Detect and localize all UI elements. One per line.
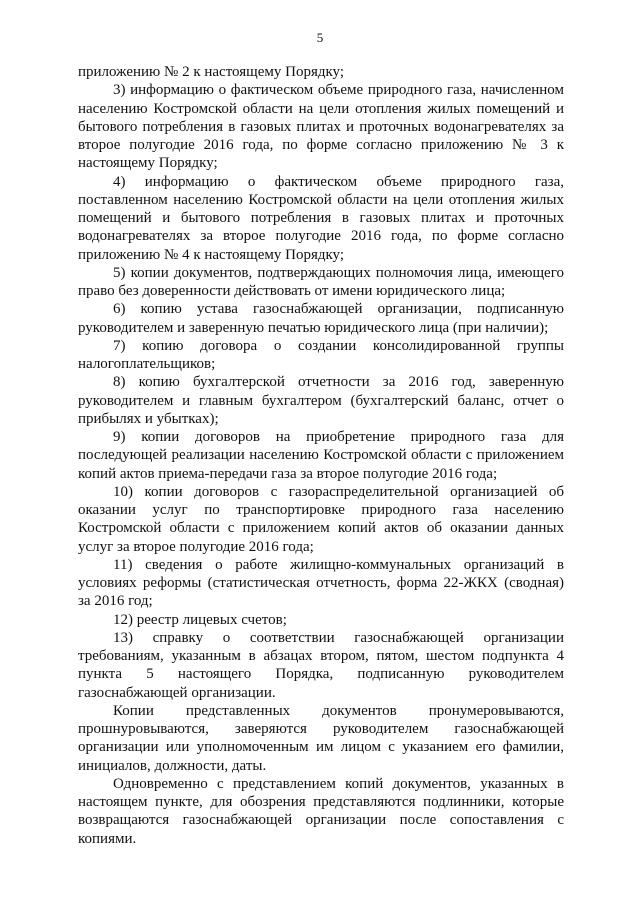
paragraph-originals-review: Одновременно с представлением копий документов, указанных в настоящем пункте, для обозрения представляются подлинники, которые возвращаются газоснабжающей организации после сопоставления с копиями. [78, 775, 564, 847]
list-item-5: 5) копии документов, подтверждающих полномочия лица, имеющего право без доверенности действовать от имени юридического лица; [78, 264, 564, 299]
list-item-10: 10) копии договоров с газораспределительной организацией об оказании услуг по транспортировке природного газа населению Костромской области с приложением копий актов об оказании данных услуг за второе полугодие 2016 года; [78, 483, 564, 555]
page-number: 5 [316, 30, 324, 45]
list-item-12: 12) реестр лицевых счетов; [113, 611, 287, 628]
paragraph-continuation: приложению № 2 к настоящему Порядку; [78, 64, 345, 80]
document-body [78, 63, 564, 848]
list-item-7: 7) копию договора о создании консолидированной группы налогоплательщиков; [78, 337, 564, 372]
list-item-4: 4) информацию о фактическом объеме природного газа, поставленном населению Костромской области на цели отопления жилых помещений и бытового потребления в газовых плитах и проточных водонагревателях за второе полугодие 2016 года, по форме согласно приложению № 4 к настоящему Порядку; [78, 173, 564, 263]
list-item-3: 3) информацию о фактическом объеме природного газа, начисленном населению Костромской области на цели отопления жилых помещений и бытового потребления в газовых плитах и проточных водонагревателях за второе полугодие 2016 года, по форме согласно приложению № 3 к настоящему Порядку; [78, 82, 564, 172]
paragraph-copies-certification: Копии представленных документов пронумеровываются, прошнуровываются, заверяются руководителем газоснабжающей организации или уполномоченным им лицом с указанием его фамилии, инициалов, должности, даты. [78, 702, 564, 774]
list-item-13: 13) справку о соответствии газоснабжающей организации требованиям, указанным в абзацах втором, пятом, шестом подпункта 4 пункта 5 настоящего Порядка, подписанную руководителем газоснабжающей организации. [78, 629, 564, 701]
list-item-11: 11) сведения о работе жилищно-коммунальных организаций в условиях реформы (статистическая отчетность, форма 22-ЖКХ (сводная) за 2016 год; [78, 556, 564, 610]
list-item-8: 8) копию бухгалтерской отчетности за 2016 год, заверенную руководителем и главным бухгалтером (бухгалтерский баланс, отчет о прибылях и убытках); [78, 374, 564, 427]
list-item-6: 6) копию устава газоснабжающей организации, подписанную руководителем и заверенную печатью юридического лица (при наличии); [78, 301, 564, 336]
list-item-9: 9) копии договоров на приобретение природного газа для последующей реализации населению Костромской области с приложением копий актов приема-передачи газа за второе полугодие 2016 года; [78, 429, 564, 482]
